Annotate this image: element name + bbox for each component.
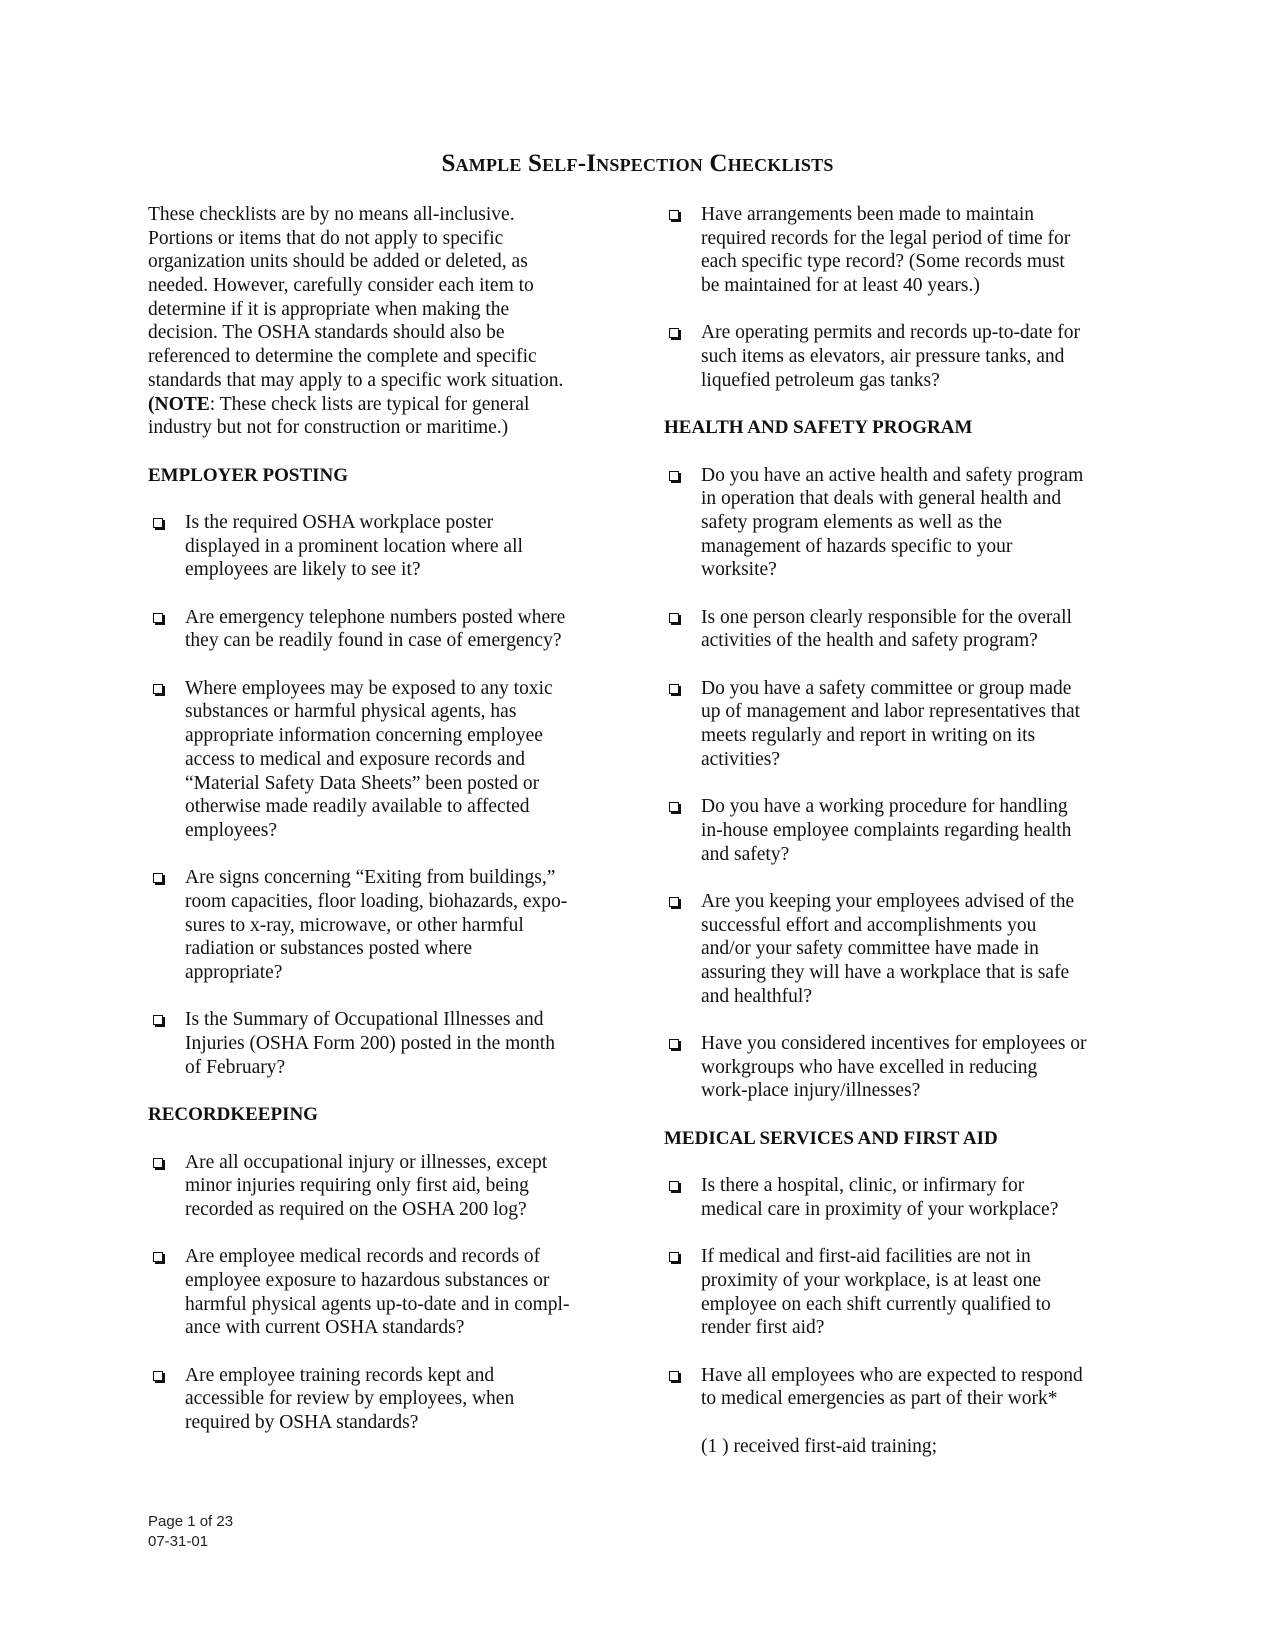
text-line: Are employee medical records and records of xyxy=(185,1246,541,1268)
text-line: required by OSHA standards? xyxy=(185,1412,419,1434)
checklist-item[interactable] xyxy=(148,1245,618,1340)
text-line: assuring they will have a workplace that is safe xyxy=(701,962,1070,983)
checklist-item[interactable] xyxy=(664,1245,1144,1340)
checkbox-icon[interactable] xyxy=(153,873,163,883)
text-line: Injuries (OSHA Form 200) posted in the month xyxy=(185,1033,555,1055)
checklist-item[interactable] xyxy=(664,1032,1144,1103)
checkbox-icon[interactable] xyxy=(669,684,679,694)
checkbox-icon[interactable] xyxy=(669,802,679,812)
text-line: workgroups who have excelled in reducing xyxy=(701,1056,1038,1078)
note-text: : These check lists are typical for general xyxy=(209,393,530,415)
text-line: These checklists are by no means all-inclusive. xyxy=(148,204,515,225)
text-line: substances or harmful physical agents, has xyxy=(185,701,517,723)
checklist-item[interactable] xyxy=(148,1151,618,1222)
checklist-item[interactable] xyxy=(148,677,618,843)
text-line: harmful physical agents up-to-date and in compl- xyxy=(185,1293,570,1315)
checkbox-icon[interactable] xyxy=(153,518,163,528)
left-column xyxy=(148,203,618,1458)
text-line: Are operating permits and records up-to-date for xyxy=(701,322,1081,344)
text-line: Where employees may be exposed to any toxic xyxy=(185,677,553,699)
text-line: determine if it is appropriate when making the xyxy=(148,298,510,320)
text-line: Are all occupational injury or illnesses, except xyxy=(185,1151,548,1173)
text-line: liquefied petroleum gas tanks? xyxy=(701,369,940,391)
text-line: meets regularly and report in writing on its xyxy=(701,725,1036,747)
checkbox-icon[interactable] xyxy=(669,613,679,623)
text-line: room capacities, floor loading, biohazards, expo- xyxy=(185,890,568,912)
text-line: Have all employees who are expected to respond xyxy=(701,1364,1083,1386)
section-heading: RECORDKEEPING xyxy=(148,1104,318,1126)
text-line: sures to x-ray, microwave, or other harmful xyxy=(185,914,524,936)
text-line: successful effort and accomplishments you xyxy=(701,914,1037,936)
text-line: of February? xyxy=(185,1056,286,1078)
text-line: “Material Safety Data Sheets” been posted or xyxy=(185,772,540,794)
page-footer xyxy=(148,1512,233,1552)
text-line: Are you keeping your employees advised of the xyxy=(701,890,1075,912)
checkbox-icon[interactable] xyxy=(669,210,679,220)
checkbox-icon[interactable] xyxy=(153,684,163,694)
text-line: in-house employee complaints regarding health xyxy=(701,819,1072,841)
text-line: Have you considered incentives for employees or xyxy=(701,1033,1087,1055)
text-line: organization units should be added or deleted, as xyxy=(148,251,528,273)
checkbox-icon[interactable] xyxy=(669,1181,679,1191)
checklist-item[interactable] xyxy=(148,511,618,582)
checkbox-icon[interactable] xyxy=(669,897,679,907)
text-line: proximity of your workplace, is at least one xyxy=(701,1269,1042,1291)
checkbox-icon[interactable] xyxy=(153,1015,163,1025)
text-line: Is the Summary of Occupational Illnesses and xyxy=(185,1009,544,1031)
checkbox-icon[interactable] xyxy=(153,1158,163,1168)
checklist-item[interactable] xyxy=(664,1364,1144,1411)
text-line: they can be readily found in case of emergency? xyxy=(185,630,562,652)
text-line: needed. However, carefully consider each item to xyxy=(148,275,534,297)
checkbox-icon[interactable] xyxy=(669,1371,679,1381)
text-line: ance with current OSHA standards? xyxy=(185,1317,465,1339)
text-line: displayed in a prominent location where all xyxy=(185,535,523,557)
text-line: (1 ) received first-aid training; xyxy=(701,1435,938,1457)
section-heading: EMPLOYER POSTING xyxy=(148,464,349,486)
text-line: to medical emergencies as part of their work* xyxy=(701,1388,1058,1410)
checklist-item[interactable] xyxy=(664,890,1144,1008)
checklist-item[interactable] xyxy=(664,677,1144,772)
text-line: employee exposure to hazardous substances or xyxy=(185,1269,550,1291)
text-line: employees? xyxy=(185,819,278,841)
intro-paragraph xyxy=(148,203,618,440)
section-heading: MEDICAL SERVICES AND FIRST AID xyxy=(664,1127,998,1149)
checkbox-icon[interactable] xyxy=(669,471,679,481)
text-line: accessible for review by employees, when xyxy=(185,1388,515,1410)
text-line: management of hazards specific to your xyxy=(701,535,1013,557)
text-line: render first aid? xyxy=(701,1317,825,1339)
text-line: recorded as required on the OSHA 200 log? xyxy=(185,1198,527,1220)
text-line: worksite? xyxy=(701,559,777,581)
checklist-item[interactable] xyxy=(664,795,1144,866)
text-line: activities of the health and safety program? xyxy=(701,630,1038,652)
text-line: Is there a hospital, clinic, or infirmary for xyxy=(701,1175,1025,1197)
checkbox-icon[interactable] xyxy=(669,1039,679,1049)
checklist-item[interactable] xyxy=(664,1174,1144,1221)
checklist-item[interactable] xyxy=(664,606,1144,653)
text-line: industry but not for construction or maritime.) xyxy=(148,417,509,439)
text-line: Are employee training records kept and xyxy=(185,1364,495,1386)
text-line: Is the required OSHA workplace poster xyxy=(185,511,494,533)
text-line: and healthful? xyxy=(701,985,812,1007)
text-line: be maintained for at least 40 years.) xyxy=(701,275,980,297)
text-line: medical care in proximity of your workplace? xyxy=(701,1198,1059,1220)
checkbox-icon[interactable] xyxy=(669,1252,679,1262)
text-line: safety program elements as well as the xyxy=(701,511,1003,533)
checklist-item[interactable] xyxy=(148,1364,618,1435)
text-line: activities? xyxy=(701,748,781,770)
text-line: If medical and first-aid facilities are not in xyxy=(701,1246,1031,1268)
text-line: Do you have a safety committee or group made xyxy=(701,677,1072,699)
checkbox-icon[interactable] xyxy=(153,1371,163,1381)
text-line: appropriate information concerning employee xyxy=(185,725,543,747)
text-line: Are emergency telephone numbers posted where xyxy=(185,606,566,628)
text-line: Are signs concerning “Exiting from buildings,” xyxy=(185,867,556,889)
text-line: Do you have an active health and safety program xyxy=(701,464,1084,486)
text-line: minor injuries requiring only first aid, being xyxy=(185,1175,529,1197)
text-line: work-place injury/illnesses? xyxy=(701,1080,921,1102)
text-line: Is one person clearly responsible for the overall xyxy=(701,606,1072,628)
checklist-item[interactable] xyxy=(148,1008,618,1079)
text-line: Do you have a working procedure for handling xyxy=(701,796,1068,818)
text-line: each specific type record? (Some records must xyxy=(701,251,1065,273)
checkbox-icon[interactable] xyxy=(669,328,679,338)
section-heading: HEALTH AND SAFETY PROGRAM xyxy=(664,417,973,439)
text-line: in operation that deals with general health and xyxy=(701,488,1062,510)
text-line: such items as elevators, air pressure tanks, and xyxy=(701,346,1065,368)
text-line: Have arrangements been made to maintain xyxy=(701,204,1034,225)
checkbox-icon[interactable] xyxy=(153,1252,163,1262)
page-number: Page 1 of 23 xyxy=(148,1513,234,1530)
checkbox-icon[interactable] xyxy=(153,613,163,623)
text-line: otherwise made readily available to affected xyxy=(185,796,530,818)
text-line: access to medical and exposure records and xyxy=(185,748,526,770)
text-line: Portions or items that do not apply to specific xyxy=(148,227,504,249)
checklist-item[interactable] xyxy=(664,464,1144,582)
text-line xyxy=(148,393,618,417)
text-line: employee on each shift currently qualified to xyxy=(701,1293,1051,1315)
page-title: Sample Self-Inspection Checklists xyxy=(441,150,834,177)
checklist-item[interactable] xyxy=(664,203,1144,298)
text-line: standards that may apply to a specific work situation. xyxy=(148,369,564,391)
text-line: employees are likely to see it? xyxy=(185,559,421,581)
checklist-subitem xyxy=(664,1435,1144,1459)
text-line: and/or your safety committee have made in xyxy=(701,938,1039,960)
right-column xyxy=(664,203,1144,1482)
text-line: up of management and labor representatives that xyxy=(701,701,1081,723)
text-line: referenced to determine the complete and specific xyxy=(148,346,537,368)
text-line: decision. The OSHA standards should also be xyxy=(148,322,505,344)
note-label: (NOTE xyxy=(148,393,210,415)
checklist-item[interactable] xyxy=(148,866,618,984)
text-line: appropriate? xyxy=(185,962,283,983)
checklist-item[interactable] xyxy=(664,321,1144,392)
text-line: and safety? xyxy=(701,843,790,865)
text-line: required records for the legal period of time for xyxy=(701,227,1071,249)
text-line: radiation or substances posted where xyxy=(185,938,472,960)
checklist-item[interactable] xyxy=(148,606,618,653)
revision-date: 07-31-01 xyxy=(148,1533,209,1550)
